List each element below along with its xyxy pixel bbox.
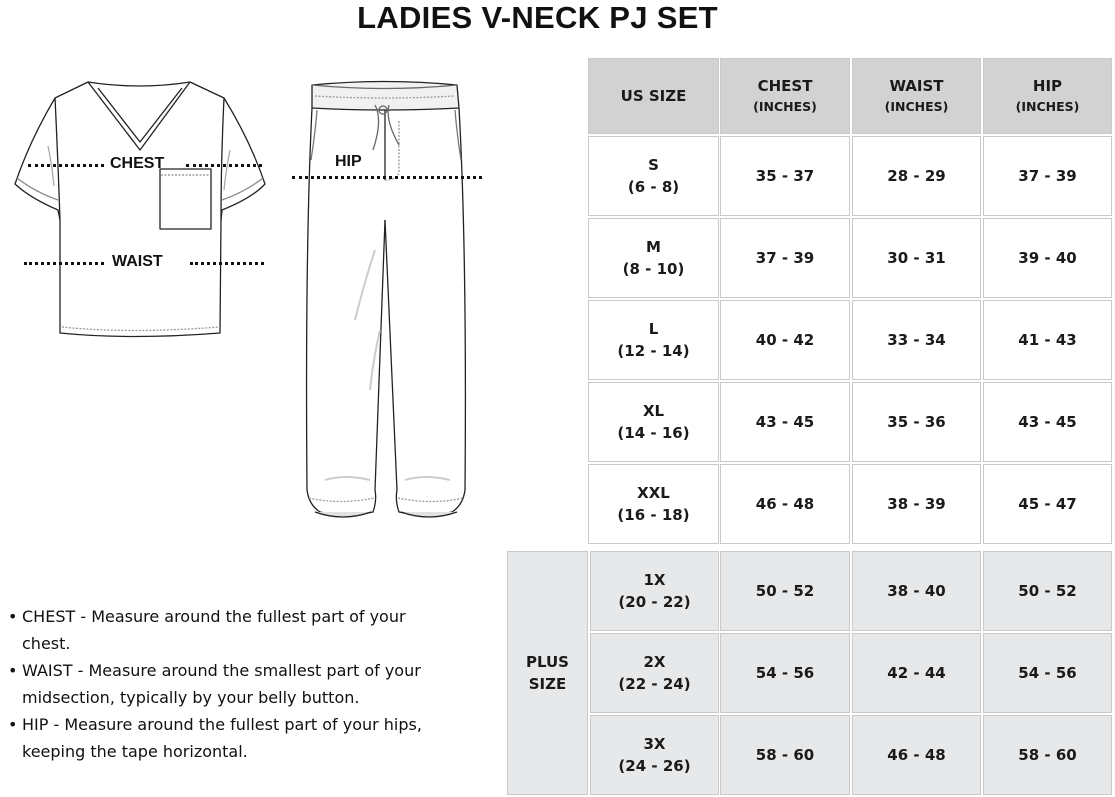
page-title: LADIES V-NECK PJ SET — [357, 0, 718, 35]
size-cell: 1X (20 - 22) — [590, 551, 719, 631]
size-cell: L (12 - 14) — [588, 300, 719, 380]
chest-measure-line-right — [186, 164, 262, 167]
hip-cell: 45 - 47 — [983, 464, 1112, 544]
waist-cell: 38 - 39 — [852, 464, 981, 544]
waist-cell: 33 - 34 — [852, 300, 981, 380]
waist-cell: 38 - 40 — [852, 551, 981, 631]
header-chest: CHEST (INCHES) — [720, 58, 850, 134]
waist-cell: 35 - 36 — [852, 382, 981, 462]
waist-cell: 30 - 31 — [852, 218, 981, 298]
pj-pants-illustration — [285, 50, 495, 530]
bullet-icon: • — [8, 607, 18, 626]
chest-cell: 50 - 52 — [720, 551, 850, 631]
chest-cell: 37 - 39 — [720, 218, 850, 298]
size-cell: 2X (22 - 24) — [590, 633, 719, 713]
size-cell: XXL (16 - 18) — [588, 464, 719, 544]
size-cell: S (6 - 8) — [588, 136, 719, 216]
hip-cell: 43 - 45 — [983, 382, 1112, 462]
hip-cell: 39 - 40 — [983, 218, 1112, 298]
hip-cell: 41 - 43 — [983, 300, 1112, 380]
plus-size-label: PLUS SIZE — [507, 551, 588, 795]
hip-measure-line — [292, 176, 482, 179]
chest-cell: 46 - 48 — [720, 464, 850, 544]
hip-cell: 54 - 56 — [983, 633, 1112, 713]
waist-cell: 46 - 48 — [852, 715, 981, 795]
hip-cell: 37 - 39 — [983, 136, 1112, 216]
hip-cell: 50 - 52 — [983, 551, 1112, 631]
size-cell: M (8 - 10) — [588, 218, 719, 298]
bullet-icon: • — [8, 715, 18, 734]
chest-label: CHEST — [110, 155, 165, 172]
waist-cell: 28 - 29 — [852, 136, 981, 216]
waist-cell: 42 - 44 — [852, 633, 981, 713]
hip-cell: 58 - 60 — [983, 715, 1112, 795]
note-waist: • WAIST - Measure around the smallest part of your midsection, typically by your belly button. — [8, 657, 498, 711]
bullet-icon: • — [8, 661, 18, 680]
chest-cell: 40 - 42 — [720, 300, 850, 380]
size-cell: XL (14 - 16) — [588, 382, 719, 462]
note-chest: • CHEST - Measure around the fullest part of your chest. — [8, 603, 498, 657]
chest-measure-line-left — [28, 164, 104, 167]
header-us-size: US SIZE — [588, 58, 719, 134]
measurement-instructions — [8, 603, 498, 765]
waist-label: WAIST — [112, 253, 163, 270]
hip-label: HIP — [335, 153, 362, 170]
chest-cell: 54 - 56 — [720, 633, 850, 713]
v-neck-shirt-illustration — [0, 50, 290, 350]
chest-cell: 35 - 37 — [720, 136, 850, 216]
chest-cell: 43 - 45 — [720, 382, 850, 462]
waist-measure-line-right — [190, 262, 264, 265]
note-hip: • HIP - Measure around the fullest part of your hips, keeping the tape horizontal. — [8, 711, 498, 765]
size-cell: 3X (24 - 26) — [590, 715, 719, 795]
waist-measure-line-left — [24, 262, 104, 265]
chest-cell: 58 - 60 — [720, 715, 850, 795]
header-hip: HIP (INCHES) — [983, 58, 1112, 134]
header-waist: WAIST (INCHES) — [852, 58, 981, 134]
